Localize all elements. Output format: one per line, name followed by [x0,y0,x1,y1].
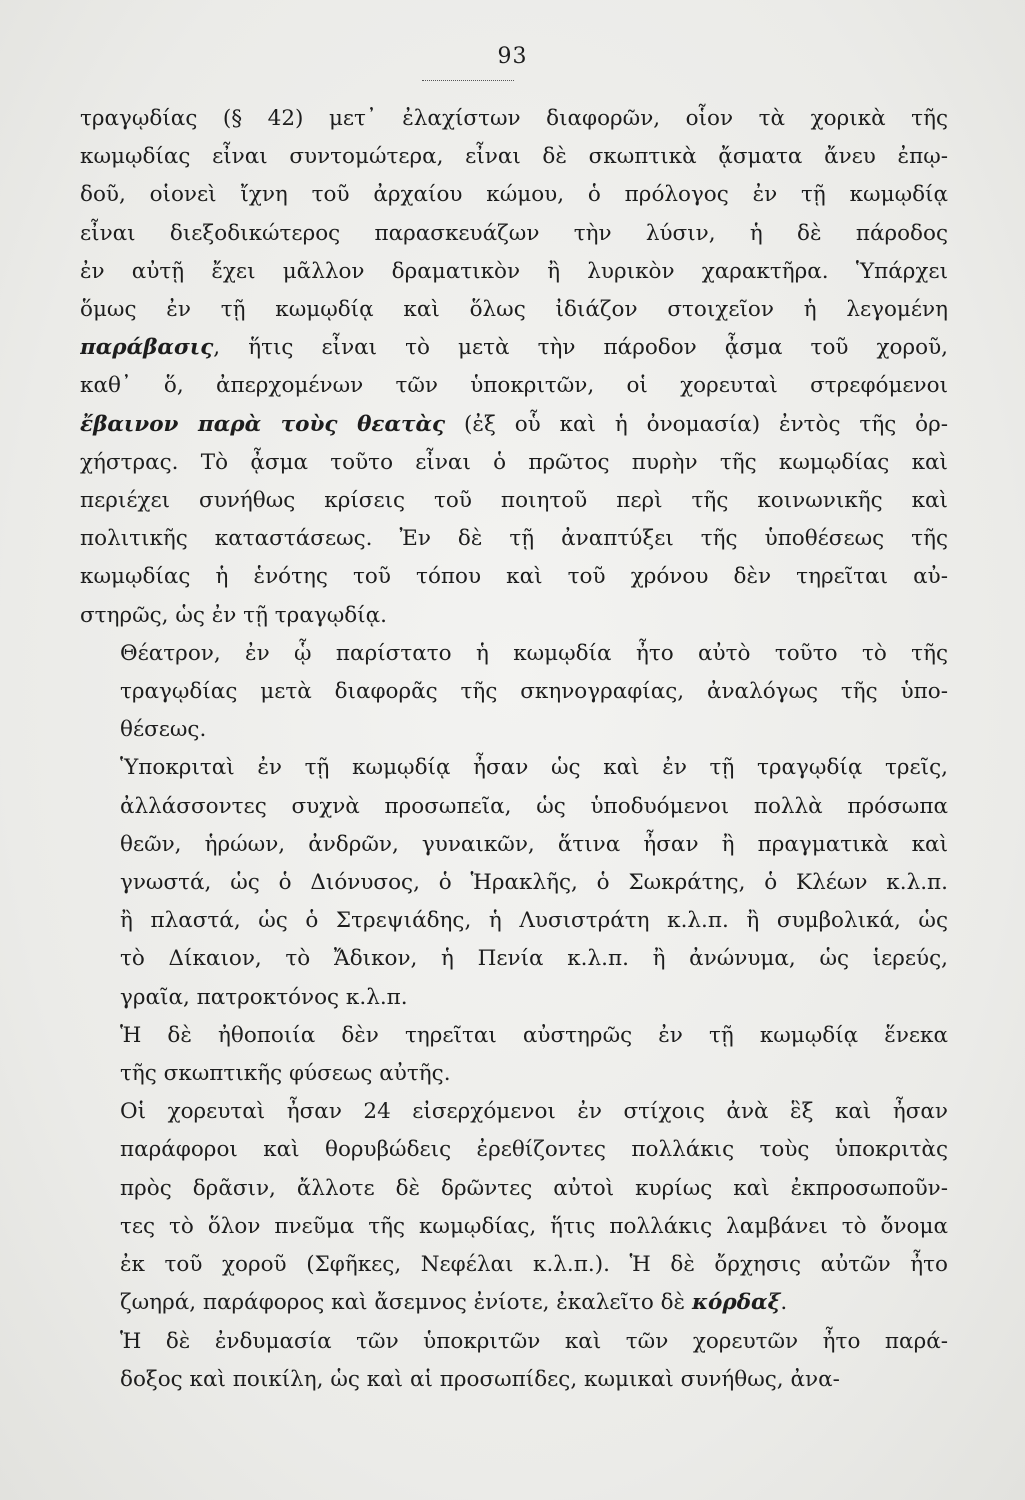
text-line [80,367,948,405]
text-line [80,1017,948,1055]
text-segment: στηρῶς, ὡς ἐν τῇ τραγῳδίᾳ. [80,602,387,628]
text-segment: τραγῳδίας μετὰ διαφορᾶς τῆς σκηνογραφίας, ἀναλόγως τῆς ὑπο- [120,679,948,705]
text-segment: τραγῳδίας (§ 42) μετ᾽ ἐλαχίστων διαφορῶν, οἷον τὰ χορικὰ τῆς [80,106,948,131]
text-segment: κωμῳδίας ἡ ἑνότης τοῦ τόπου καὶ τοῦ χρόνου δὲν τηρεῖται αὐ- [80,564,948,590]
paragraph [80,100,948,635]
text-line [80,1170,948,1208]
text-segment: . [780,1290,788,1316]
text-segment: πρὸς δρᾶσιν, ἄλλοτε δὲ δρῶντες αὐτοὶ κυρίως καὶ ἐκπροσωποῦν- [120,1175,948,1201]
text-segment: πολιτικῆς καταστάσεως. Ἐν δὲ τῇ ἀναπτύξει τῆς ὑποθέσεως τῆς [80,526,948,552]
emphasized-term: παράβασις [80,335,214,361]
text-segment: εἶναι διεξοδικώτερος παρασκευάζων τὴν λύσιν, ἡ δὲ πάροδος [80,220,948,246]
text-line [80,176,948,214]
text-segment: Θέατρον, ἐν ᾧ παρίστατο ἡ κωμῳδία ἦτο αὐτὸ τοῦτο τὸ τῆς [120,640,948,666]
text-segment: , ἥτις εἶναι τὸ μετὰ τὴν πάροδον ᾆσμα τοῦ χοροῦ, [213,335,948,361]
text-segment: ἢ πλαστά, ὡς ὁ Στρεψιάδης, ἡ Λυσιστράτη κ.λ.π. ἢ συμβολικά, ὡς [120,908,948,934]
text-line [80,482,948,520]
text-line [80,940,948,978]
text-segment: χήστρας. Τὸ ᾆσμα τοῦτο εἶναι ὁ πρῶτος πυρὴν τῆς κωμῳδίας καὶ [80,449,948,475]
text-segment: (ἐξ οὗ καὶ ἡ ὀνομασία) ἐντὸς τῆς ὀρ- [445,411,948,437]
text-segment: τες τὸ ὅλον πνεῦμα τῆς κωμῳδίας, ἥτις πολλάκις λαμβάνει τὸ ὄνομα [120,1213,948,1239]
header-rule [422,80,514,81]
text-segment: τὸ Δίκαιον, τὸ Ἄδικον, ἡ Πενία κ.λ.π. ἢ ἀνώνυμα, ὡς ἱερεύς, [120,946,948,972]
text-line [80,1361,948,1399]
text-segment: Οἱ χορευταὶ ἦσαν 24 εἰσερχόμενοι ἐν στίχοις ἀνὰ ἓξ καὶ ἦσαν [120,1099,948,1125]
text-line [80,100,948,138]
text-line [80,902,948,940]
text-line [80,329,948,367]
emphasized-term: ἔβαινον παρὰ τοὺς θεατὰς [80,411,446,437]
paragraph [80,635,948,750]
text-line [80,1093,948,1131]
text-segment: Ἡ δὲ ἐνδυμασία τῶν ὑποκριτῶν καὶ τῶν χορευτῶν ἦτο παρά- [120,1328,948,1354]
text-segment: κωμῳδίας εἶναι συντομώτερα, εἶναι δὲ σκωπτικὰ ᾄσματα ἄνευ ἐπῳ- [80,144,948,170]
text-line [80,291,948,329]
text-segment: δοξος καὶ ποικίλη, ὡς καὶ αἱ προσωπίδες, κωμικαὶ συνήθως, ἀνα- [120,1366,840,1392]
text-line [80,1208,948,1246]
text-segment: τῆς σκωπτικῆς φύσεως αὐτῆς. [120,1061,451,1087]
text-line [80,635,948,673]
text-segment: θεῶν, ἡρώων, ἀνδρῶν, γυναικῶν, ἅτινα ἦσαν ἢ πραγματικὰ καὶ [120,831,948,857]
text-line [80,979,948,1017]
text-segment: περιέχει συνήθως κρίσεις τοῦ ποιητοῦ περὶ τῆς κοινωνικῆς καὶ [80,488,948,514]
text-segment: ζωηρά, παράφορος καὶ ἄσεμνος ἐνίοτε, ἐκαλεῖτο δὲ [120,1290,692,1316]
text-segment: ἐν αὐτῇ ἔχει μᾶλλον δραματικὸν ἢ λυρικὸν χαρακτῆρα. Ὑπάρχει [80,258,948,284]
text-segment: γνωστά, ὡς ὁ Διόνυσος, ὁ Ἡρακλῆς, ὁ Σωκράτης, ὁ Κλέων κ.λ.π. [120,870,948,896]
text-line [80,826,948,864]
paragraph [80,1017,948,1093]
text-segment: θέσεως. [120,717,207,743]
text-line [80,673,948,711]
paragraph [80,749,948,1016]
text-line [80,864,948,902]
text-segment: καθ᾽ ὅ, ἀπερχομένων τῶν ὑποκριτῶν, οἱ χορευταὶ στρεφόμενοι [80,373,948,399]
text-line [80,749,948,787]
text-line [80,406,948,444]
text-line [80,138,948,176]
text-segment: γραῖα, πατροκτόνος κ.λ.π. [120,984,408,1010]
text-line [80,520,948,558]
body-text [80,100,948,1399]
text-line [80,1284,948,1322]
text-segment: Ὑποκριταὶ ἐν τῇ κωμῳδίᾳ ἦσαν ὡς καὶ ἐν τῇ τραγῳδίᾳ τρεῖς, [120,755,948,781]
text-line [80,215,948,253]
text-line [80,711,948,749]
text-segment: ὅμως ἐν τῇ κωμῳδίᾳ καὶ ὅλως ἰδιάζον στοιχεῖον ἡ λεγομένη [80,297,948,323]
text-segment: δοῦ, οἱονεὶ ἴχνη τοῦ ἀρχαίου κώμου, ὁ πρόλογος ἐν τῇ κωμῳδίᾳ [80,182,948,208]
text-line [80,788,948,826]
text-line [80,1055,948,1093]
text-line [80,597,948,635]
paragraph [80,1323,948,1399]
text-line [80,1131,948,1169]
text-line [80,1246,948,1284]
text-line [80,253,948,291]
text-segment: παράφοροι καὶ θορυβώδεις ἐρεθίζοντες πολλάκις τοὺς ὑποκριτὰς [120,1137,948,1163]
paragraph [80,1093,948,1322]
text-line [80,1323,948,1361]
text-segment: ἀλλάσσοντες συχνὰ προσωπεῖα, ὡς ὑποδυόμενοι πολλὰ πρόσωπα [120,793,948,819]
text-line [80,558,948,596]
text-segment: Ἡ δὲ ἠθοποιία δὲν τηρεῖται αὐστηρῶς ἐν τῇ κωμῳδίᾳ ἕνεκα [120,1022,948,1048]
text-line [80,444,948,482]
text-segment: ἐκ τοῦ χοροῦ (Σφῆκες, Νεφέλαι κ.λ.π.). Ἡ δὲ ὄρχησις αὐτῶν ἦτο [120,1252,948,1278]
emphasized-term: κόρδαξ [691,1290,781,1316]
page-number: 93 [497,44,528,69]
